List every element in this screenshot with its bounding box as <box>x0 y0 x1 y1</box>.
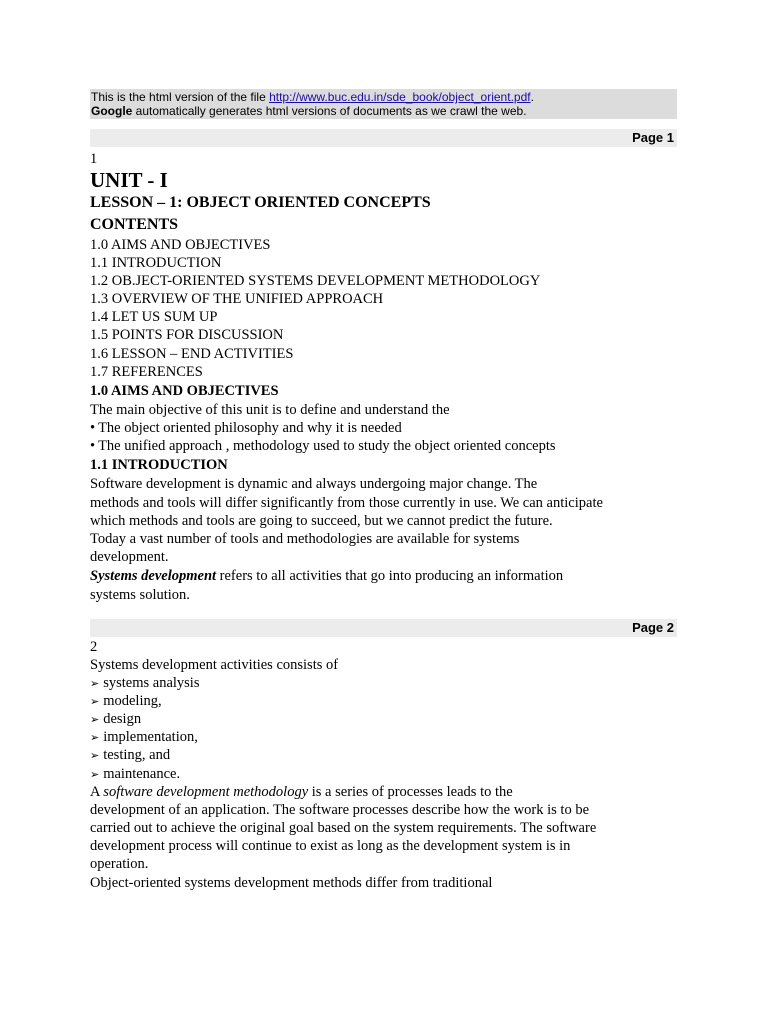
page-2-header: Page 2 <box>90 619 677 637</box>
aims-bullet: • The object oriented philosophy and why it is needed <box>90 420 402 436</box>
source-file-link[interactable]: http://www.buc.edu.in/sde_book/object_orient.pdf <box>269 90 531 104</box>
activity-item: ➢ modeling, <box>90 693 162 709</box>
intro-line: Today a vast number of tools and methodologies are available for systems <box>90 531 520 547</box>
bullet-glyph: • <box>90 420 96 436</box>
activity-item: ➢ testing, and <box>90 747 171 763</box>
unit-title: UNIT - I <box>90 168 168 192</box>
sdm-line: carried out to achieve the original goal based on the system requirements. The software <box>90 820 597 836</box>
page-number: 1 <box>90 151 98 167</box>
aims-bullet: • The unified approach , methodology used to study the object oriented concepts <box>90 438 556 454</box>
activity-item: ➢ implementation, <box>90 729 198 745</box>
intro-line: which methods and tools are going to succeed, but we cannot predict the future. <box>90 513 553 529</box>
activity-item: ➢ maintenance. <box>90 766 181 782</box>
sdm-line: development process will continue to exist as long as the development system is in <box>90 838 571 854</box>
activity-item: ➢ design <box>90 711 142 727</box>
toc-item: 1.1 INTRODUCTION <box>90 255 222 271</box>
sdm-line: Object-oriented systems development methods differ from traditional <box>90 875 493 891</box>
toc-item: 1.7 REFERENCES <box>90 364 203 380</box>
banner-line-1: This is the html version of the file http://www.buc.edu.in/sde_book/object_orient.pdf. <box>91 90 534 104</box>
sdm-line: development of an application. The software processes describe how the work is to be <box>90 802 590 818</box>
arrow-bullet-icon: ➢ <box>90 713 100 726</box>
intro-line: methods and tools will differ significantly from those currently in use. We can anticipate <box>90 495 603 511</box>
arrow-bullet-icon: ➢ <box>90 768 100 781</box>
bullet-glyph: • <box>90 438 96 454</box>
toc-item: 1.5 POINTS FOR DISCUSSION <box>90 327 284 343</box>
cache-banner <box>90 89 677 119</box>
toc-item: 1.6 LESSON – END ACTIVITIES <box>90 346 294 362</box>
aims-intro: The main objective of this unit is to define and understand the <box>90 402 450 418</box>
arrow-bullet-icon: ➢ <box>90 731 100 744</box>
google-label: Google <box>91 104 133 118</box>
toc-item: 1.3 OVERVIEW OF THE UNIFIED APPROACH <box>90 291 384 307</box>
arrow-bullet-icon: ➢ <box>90 695 100 708</box>
intro-heading: 1.1 INTRODUCTION <box>90 457 228 473</box>
sdm-term: software development methodology <box>103 784 309 800</box>
sysdev-line-2: systems solution. <box>90 587 190 603</box>
page-1-header: Page 1 <box>90 129 677 147</box>
toc-item: 1.4 LET US SUM UP <box>90 309 218 325</box>
activities-intro: Systems development activities consists of <box>90 657 339 673</box>
lesson-title: LESSON – 1: OBJECT ORIENTED CONCEPTS <box>90 194 431 211</box>
page-number: 2 <box>90 639 98 655</box>
intro-line: Software development is dynamic and always undergoing major change. The <box>90 476 538 492</box>
arrow-bullet-icon: ➢ <box>90 749 100 762</box>
sysdev-definition: Systems development refers to all activities that go into producing an information <box>90 568 564 584</box>
arrow-bullet-icon: ➢ <box>90 677 100 690</box>
intro-line: development. <box>90 549 169 565</box>
toc-item: 1.0 AIMS AND OBJECTIVES <box>90 237 271 253</box>
activity-item: ➢ systems analysis <box>90 675 200 691</box>
aims-heading: 1.0 AIMS AND OBJECTIVES <box>90 383 279 399</box>
sysdev-term: Systems development <box>90 568 217 584</box>
sdm-definition: A software development methodology is a series of processes leads to the <box>90 784 513 800</box>
sdm-line: operation. <box>90 856 149 872</box>
contents-heading: CONTENTS <box>90 216 179 233</box>
toc-item: 1.2 OB.JECT-ORIENTED SYSTEMS DEVELOPMENT METHODOLOGY <box>90 273 541 289</box>
banner-line-2: Google automatically generates html versions of documents as we crawl the web. <box>91 104 527 118</box>
